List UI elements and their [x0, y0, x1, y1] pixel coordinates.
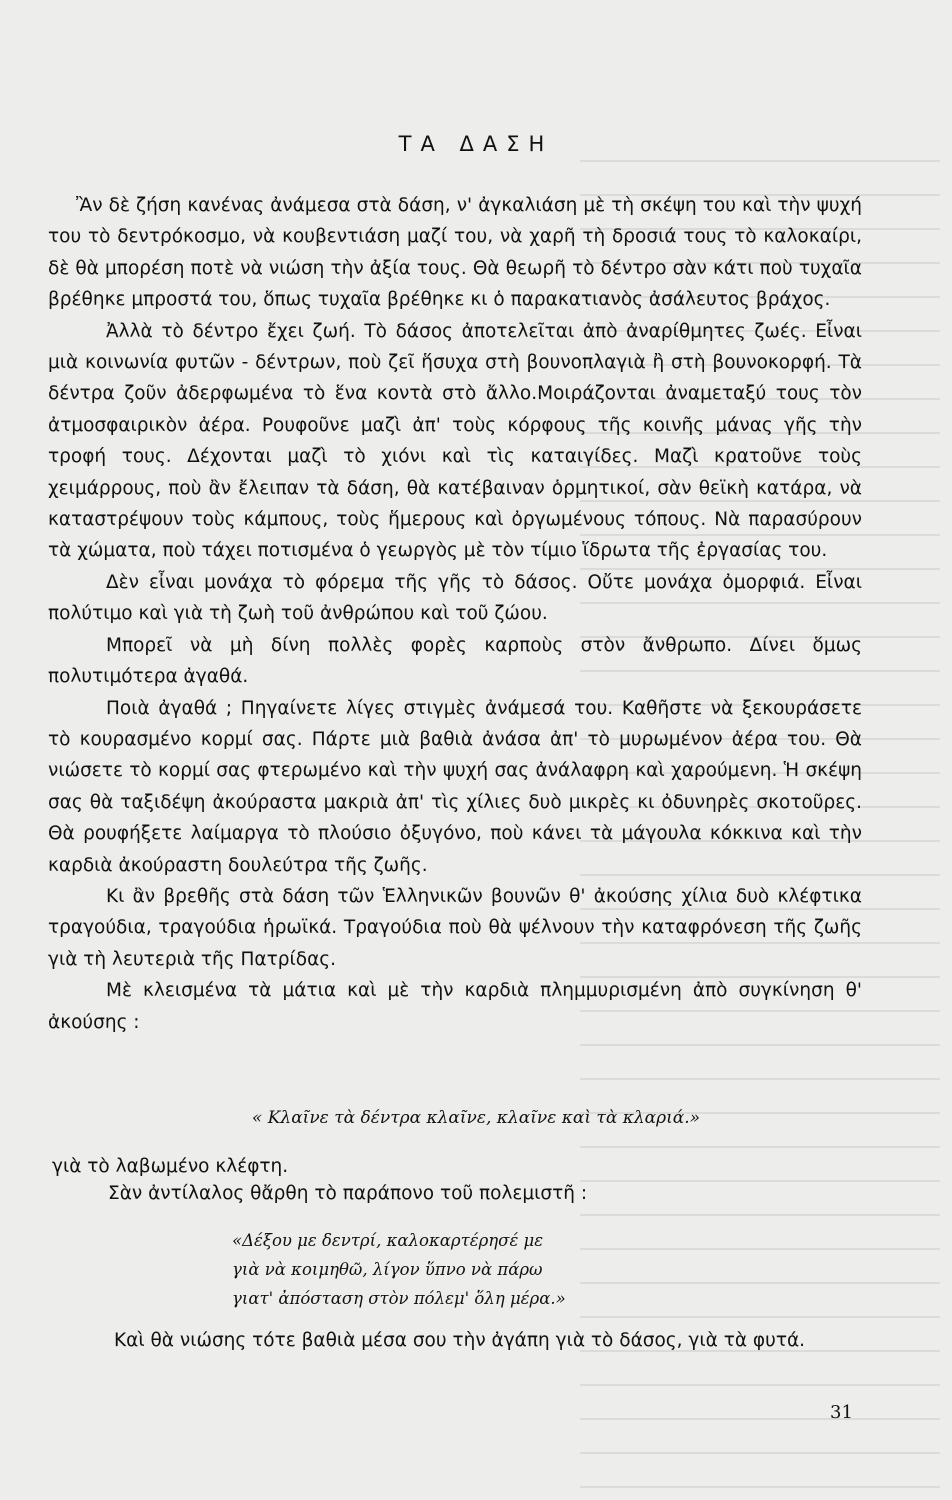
page-title: ΤΑ ΔΑΣΗ: [398, 132, 554, 156]
verse-line: «Δέξου με δεντρί, καλοκαρτέρησέ με: [232, 1231, 544, 1250]
body-text: [48, 190, 862, 1038]
paragraph: Κι ἂν βρεθῆς στὰ δάση τῶν Ἑλληνικῶν βουνῶν θ' ἀκούσης χίλια δυὸ κλέφτικα τραγούδια, τραγούδια ἡρωϊκά. Τραγούδια ποὺ θὰ ψέλνουν τὴν καταφρόνεση τῆς ζωῆς γιὰ τὴ λευτεριὰ τῆς Πατρίδας.: [48, 885, 862, 970]
page-number: 31: [830, 1402, 853, 1423]
paragraph: Ἂν δὲ ζήση κανένας ἀνάμεσα στὰ δάση, ν' ἀγκαλιάση μὲ τὴ σκέψη του καὶ τὴν ψυχή του τὸ δεντρόκοσμο, νὰ κουβεντιάση μαζί του, νὰ χαρῆ τὴ δροσιά τους τὸ καλοκαίρι, δὲ θὰ μπορέση ποτὲ νὰ νιώση τὴν ἀξία τους. Θὰ θεωρῆ τὸ δέντρο σὰν κάτι ποὺ τυχαῖα βρέθηκε μπροστά του, ὅπως τυχαῖα βρέθηκε κι ὁ παρακατιανὸς ἀσάλευτος βράχος.: [48, 195, 862, 311]
after-quote-line: γιὰ τὸ λαβωμένο κλέφτη.: [52, 1156, 289, 1177]
closing-paragraph: Καὶ θὰ νιώσης τότε βαθιὰ μέσα σου τὴν ἀγάπη γιὰ τὸ δάσος, γιὰ τὰ φυτά.: [114, 1330, 806, 1351]
verse-block: [232, 1226, 566, 1313]
song-quote: « Κλαῖνε τὰ δέντρα κλαῖνε, κλαῖνε καὶ τὰ κλαριά.»: [251, 1108, 701, 1128]
verse-line: γιατ' ἀπόσταση στὸν πόλεμ' ὅλη μέρα.»: [232, 1289, 566, 1308]
paragraph: Ποιὰ ἀγαθά ; Πηγαίνετε λίγες στιγμὲς ἀνάμεσά του. Καθῆστε νὰ ξεκουράσετε τὸ κουρασμένο κορμί σας. Πάρτε μιὰ βαθιὰ ἀνάσα ἀπ' τὸ μυρωμένον ἀέρα του. Θὰ νιώσετε τὸ κορμί σας φτερωμένο καὶ τὴν ψυχή σας ἀνάλαφρη καὶ χαρούμενη. Ἡ σκέψη σας θὰ ταξιδέψη ἀκούραστα μακριὰ ἀπ' τὶς χίλιες δυὸ μικρὲς κι ὀδυνηρὲς σκοτοῦρες. Θὰ ρουφήξετε λαίμαργα τὸ πλούσιο ὀξυγόνο, ποὺ κάνει τὰ μάγουλα κόκκινα καὶ τὴν καρδιὰ ἀκούραστη δουλεύτρα τῆς ζωῆς.: [48, 697, 862, 876]
paragraph: Μπορεῖ νὰ μὴ δίνη πολλὲς φορὲς καρποὺς στὸν ἄνθρωπο. Δίνει ὅμως πολυτιμότερα ἀγαθά.: [48, 634, 862, 688]
lament-intro-line: Σὰν ἀντίλαλος θἄρθη τὸ παράπονο τοῦ πολεμιστῆ :: [108, 1183, 588, 1204]
verse-line: γιὰ νὰ κοιμηθῶ, λίγον ὕπνο νὰ πάρω: [232, 1260, 543, 1279]
paragraph: Μὲ κλεισμένα τὰ μάτια καὶ μὲ τὴν καρδιὰ πλημμυρισμένη ἀπὸ συγκίνηση θ' ἀκούσης :: [48, 980, 862, 1033]
closing-paragraph-block: [48, 1322, 862, 1360]
paragraph: Δὲν εἶναι μονάχα τὸ φόρεμα τῆς γῆς τὸ δάσος. Οὔτε μονάχα ὀμορφιά. Εἶναι πολύτιμο καὶ γιὰ τὴ ζωὴ τοῦ ἀνθρώπου καὶ τοῦ ζώου.: [48, 571, 862, 625]
paragraph: Ἀλλὰ τὸ δέντρο ἔχει ζωή. Τὸ δάσος ἀποτελεῖται ἀπὸ ἀναρίθμητες ζωές. Εἶναι μιὰ κοινωνία φυτῶν - δέντρων, ποὺ ζεῖ ἥσυχα στὴ βουνοπλαγιὰ ἢ στὴ βουνοκορφή. Τὰ δέντρα ζοῦν ἀδερφωμένα τὸ ἕνα κοντὰ στὸ ἄλλο.Μοιράζονται ἀναμεταξύ τους τὸν ἀτμοσφαιρικὸν ἀέρα. Ρουφοῦνε μαζὶ ἀπ' τοὺς κόρφους τῆς κοινῆς μάνας γῆς τὴν τροφή τους. Δέχονται μαζὶ τὸ χιόνι καὶ τὶς καταιγίδες. Μαζὶ κρατοῦνε τοὺς χειμάρρους, ποὺ ἂν ἔλειπαν τὰ δάση, θὰ κατέβαιναν ὁρμητικοί, σὰν θεϊκὴ κατάρα, νὰ καταστρέψουν τοὺς κάμπους, τοὺς ἥμερους καὶ ὀργωμένους τόπους. Νὰ παρασύρουν τὰ χώματα, ποὺ τάχει ποτισμένα ὁ γεωργὸς μὲ τὸν τίμιο ἵδρωτα τῆς ἐργασίας του.: [48, 320, 862, 562]
